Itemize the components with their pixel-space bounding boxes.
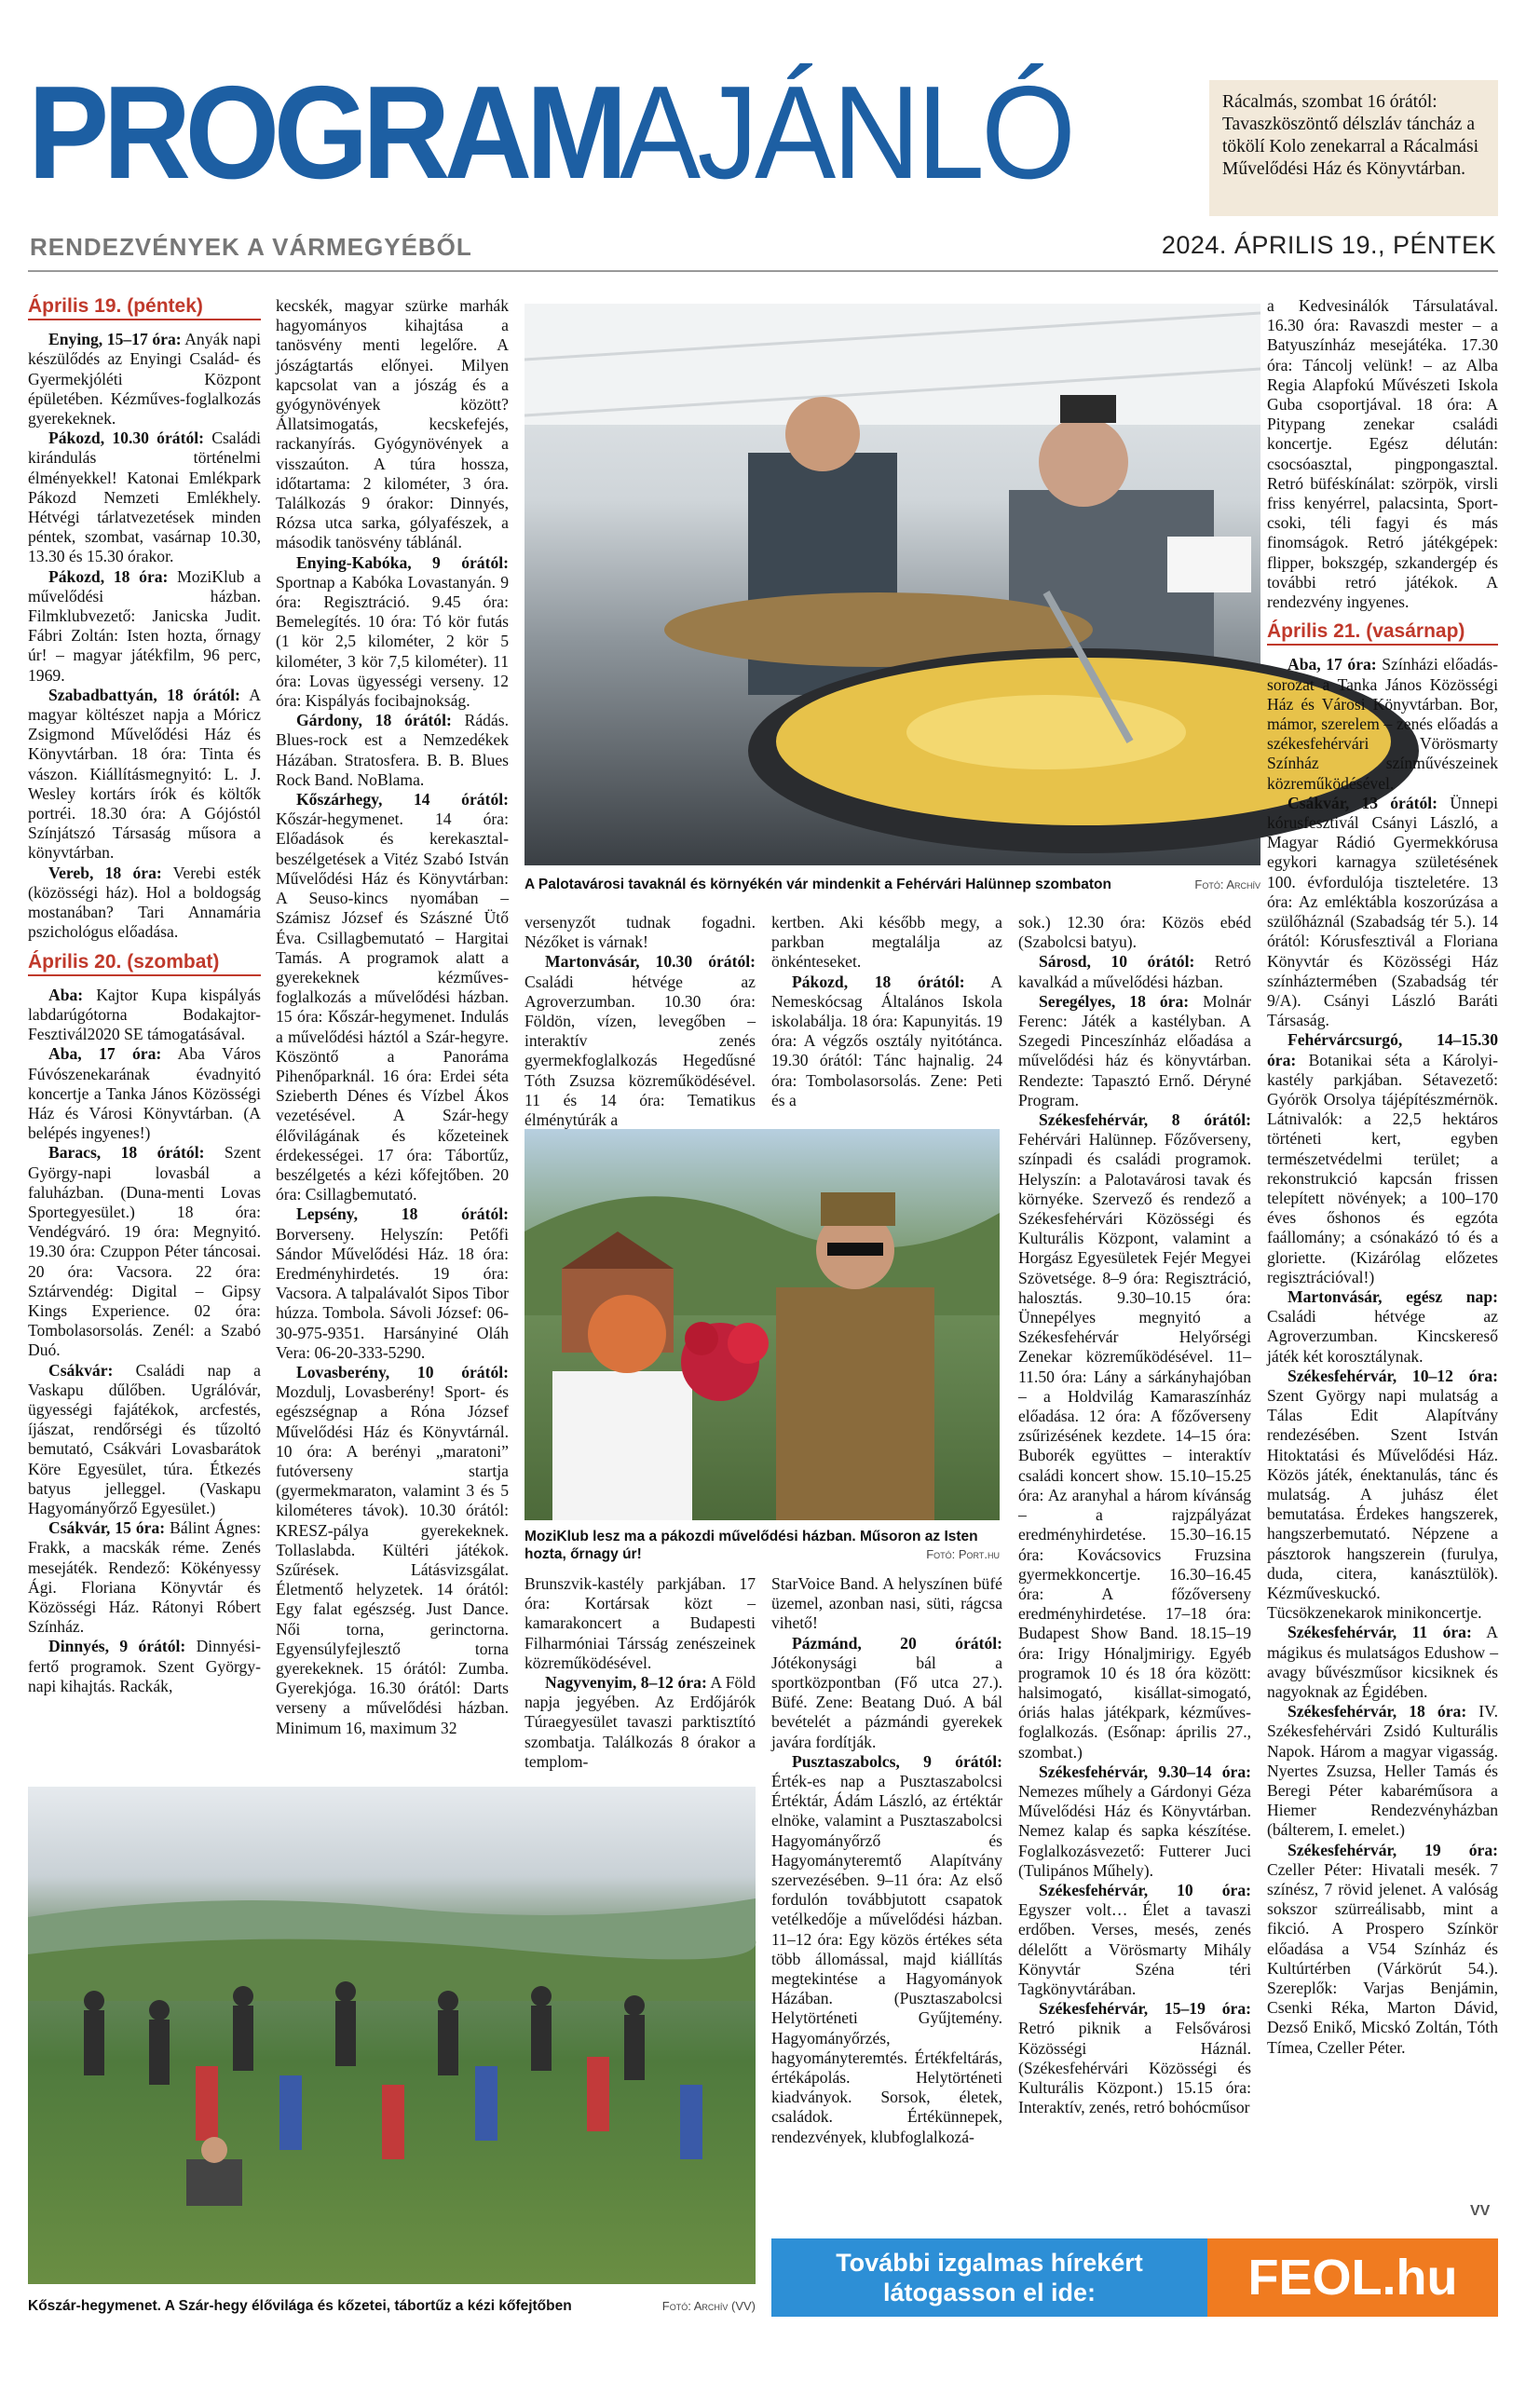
event-item: versenyzőt tudnak fogadni. Nézőket is várnak! [525, 913, 756, 952]
banner-line-2: látogasson el ide: [882, 2279, 1097, 2306]
teaser-box: Rácalmás, szombat 16 órától: Tavaszköszöntő délszláv táncház a tökölí Kolo zenekarral a Rácalmási Művelődési Ház és Könyvtárban. [1209, 80, 1498, 216]
event-item: Pázmánd, 20 órától: Jótékonysági bál a sportközpontban (Fő utca 27.). Büfé. Zene: Beatang Duó. A bál bevételét a pázmándi gyerekek javára fordítják. [771, 1633, 1002, 1751]
event-item: Kőszárhegy, 14 órától: Kőszár-hegymenet. 14 óra: Előadások és kerekasztal-beszélgetések a Vitéz Szabó István Művelődési Ház és Könyvtárban: A Seuso-kincs nyomában – Számisz József és Szászné Ütő Éva. Csillagbemutató – Hargitai Tamás. A programok alatt a gyerekeknek kézműves-foglalkozás a művelődési házban. 15 óra: Kőszár-hegymenet. Indulás a művelődési háztól a Szár-hegyre. Köszöntő a Panoráma Pihenőparknál. 16 óra: Erdei séta Szieberth Dénes és Vízbel Ákos vezetésével. A Szár-hegy élővilágának és kőzeteinek érdekességei. 17 óra: Tábortűz, beszélgetés a kézi kőfejtőben. 20 óra: Csillagbemutató. [276, 790, 509, 1204]
event-item: StarVoice Band. A helyszínen büfé üzemel, azonban nasi, süti, rágcsa vihető! [771, 1574, 1002, 1633]
event-item: Martonvásár, 10.30 órától: Családi hétvége az Agroverzumban. 10.30 óra: Földön, vízen, levegőben – interaktív zenés gyermekfoglalkozás Hegedűsné Tóth Zsuzsa közreműködésével. 11 és 14 óra: Tematikus élménytúrák a [525, 952, 756, 1130]
event-item: Székesfehérvár, 10 óra: Egyszer volt… Élet a tavaszi erdőben. Verses, mesés, zenés délelőtt a Vörösmarty Mihály Könyvtár Széna téri Tagkönyvtárában. [1018, 1880, 1251, 1998]
day-heading-sunday: Április 21. (vasárnap) [1267, 621, 1498, 646]
photo-caption: MoziKlub lesz ma a pákozdi művelődési házban. Műsoron az Isten hozta, őrnagy úr! Fotó: Port.hu [525, 1529, 1000, 1562]
header-divider [28, 270, 1498, 272]
event-item: Pákozd, 10.30 órától: Családi kirándulás történelmi élményekkel! Katonai Emlékpark Pákozd Nemzeti Emlékhely. Hétvégi tárlatvezetések minden péntek, szombat, vasárnap 10.30, 13.30 és 15.30 órakor. [28, 429, 261, 566]
event-item: Sárosd, 10 órától: Retró kavalkád a művelődési házban. [1018, 952, 1251, 991]
title-light: AJÁNLÓ [619, 59, 1072, 207]
event-item: Enying-Kabóka, 9 órától: Sportnap a Kabóka Lovastanyán. 9 óra: Regisztráció. 9.45 óra: Bemelegítés. 10 óra: Tó kör futás (1 kör 2,5 kilométer, 2 kör 5 kilométer, 3 kör 7,5 kilométer). 11 óra: Lovas ügyességi verseny. 12 óra: Kispályás focibajnokság. [276, 552, 509, 711]
column-2 [276, 296, 509, 1773]
event-item: Aba, 17 óra: Színházi előadás-sorozat a Tanka János Közösségi Ház és Városi Könyvtárban. Bor, mámor, szerelem – zenés előadás a székesfehérvári Vörösmarty Színház színművészeinek közreműködésével. [1267, 655, 1498, 793]
photo-caption: Kőszár-hegymenet. A Szár-hegy élővilága és kőzetei, tábortűz a kézi kőfejtőben Fotó: Archív (VV) [28, 2298, 756, 2314]
event-item: Lovasberény, 10 órától: Mozdulj, Lovasberény! Sport- és egészségnap a Róna József Művelődési Ház és Könyvtárnál. 10 óra: A berényi „maratoni” futóverseny startja (gyermekmaraton, valamint 3 és 5 kilométeres távok). 10.30 órától: KRESZ-pálya gyerekeknek. Tollaslabda. Kültéri játékok. Szűrések. Látásvizsgálat. Életmentő helyzetek. 14 órától: Egy falat egészség. Just Dance. Női torna, gerinctorna. Egyensúlyfejlesztő torna gyerekeknek. 15 órától: Zumba. Gyerekjóga. 16.30 órától: Darts verseny a művelődési házban. Minimum 16, maximum 32 [276, 1362, 509, 1737]
event-item: kertben. Aki később megy, a parkban megtalálja az önkénteseket. [771, 913, 1002, 972]
event-item: Lepsény, 18 órától: Borverseny. Helyszín: Petőfi Sándor Művelődési Ház. 18 óra: Eredményhirdetés. 19 óra: Vacsora. A talpalávalót Sipos Tibor húzza. Tombola. Sávoli József: 06-30-975-9351. Harsányiné Oláh Vera: 06-20-333-5290. [276, 1204, 509, 1362]
event-item: Pákozd, 18 óra: MoziKlub a művelődési házban. Filmklubvezető: Janicska Judit. Fábri Zoltán: Isten hozta, őrnagy úr! – magyar játékfilm, 96 perc, 1969. [28, 566, 261, 685]
film-illustration [525, 1129, 1000, 1520]
event-item: Brunszvik-kastély parkjában. 17 óra: Kortársak közt – kamarakoncert a Budapesti Filharmóniai Társság zenészeinek közreműködésével. [525, 1574, 756, 1672]
hike-illustration [28, 1787, 756, 2284]
column-3-top [525, 913, 756, 1130]
photo-fish-festival [525, 304, 1260, 865]
column-4-top [771, 913, 1002, 1109]
event-item: Székesfehérvár, 19 óra: Czeller Péter: Hivatali mesék. 7 színész, 7 rövid jelenet. A valóság sokszor szürreálisabb, mint a fikció. A Prospero Színkör előadása a V54 Színház és Kultúrtérben (Várkörút 54.). Szereplők: Varjas Benjámin, Csenki Réka, Marton Dávid, Dezső Enikő, Micskó Zoltán, Tóth Tímea, Czeller Péter. [1267, 1840, 1498, 2057]
event-item: Csákvár, 13 órától: Ünnepi kórusfesztivál Csányi László, a Magyar Rádió Gyermekkórusa egykori karnagya születésének 100. évfordulója tiszteletére. 13 óra: Az emléktábla koszorúzása a szülőháznál (Szabadság tér 5.). 14 órától: Kórusfesztivál a Floriana Könyvtár és Közösségi Ház színháztermében (Szabadság tér 9/A). Csányi László Baráti Társaság. [1267, 793, 1498, 1030]
event-item: Pákozd, 18 órától: A Nemeskócsag Általános Iskola iskolabálja. 18 óra: Kapunyitás. 19 óra: A végzős osztály nyitótánca. 19.30 órától: Tánc hajnalig. 24 óra: Tombolasorsolás. Zene: Peti és a [771, 972, 1002, 1109]
event-item: Baracs, 18 órától: Szent György-napi lovasbál a faluházban. (Duna-menti Lovas Sportegyesület.) 18 óra: Vendégváró. 19 óra: Megnyitó. 19.30 óra: Czuppon Péter táncosai. 20 óra: Vacsora. 22 óra: Sztárvendég: Digital – Gipsy Kings Experience. 02 óra: Tombolasorsolás. Zenél: a Szabó Duó. [28, 1143, 261, 1360]
issue-date: 2024. ÁPRILIS 19., PÉNTEK [1161, 231, 1496, 259]
column-4-bottom [771, 1574, 1002, 2226]
title-bold: PROGRAM [28, 59, 622, 207]
author-sign: VV [1470, 2203, 1491, 2219]
column-5 [1018, 913, 1251, 2226]
photo-caption: A Palotavárosi tavaknál és környékén vár mindenkit a Fehérvári Halünnep szombaton Fotó: Archív [525, 877, 1260, 892]
event-item: Székesfehérvár, 15–19 óra: Retró piknik a Felsővárosi Közösségi Háznál. (Székesfehérvári Közösségi és Kulturális Központ.) 15.15 óra: Interaktív, zenés, retró bohócműsor [1018, 1999, 1251, 2117]
column-1 [28, 296, 261, 1773]
event-item: Aba: Kajtor Kupa kispályás labdarúgótorna Bodakajtor-Fesztivál2020 SE támogatásával. [28, 985, 261, 1044]
event-item: a Kedvesinálók Társulatával. 16.30 óra: Ravaszdi mester – a Batyuszínház mesejátéka. 17.30 óra: Táncolj velünk! – az Alba Regia Alapfokú Művészeti Iskola Guba csoportjával. 18 óra: A Pitypang zenekar családi koncertje. Egész délután: csocsóasztal, pingpongasztal. Retró büféskínálat: szörpök, virsli friss kenyérrel, palacsinta, Sport-csoki, téli fagyi és más finomságok. Retró játékgépek: flipper, bokszgép, szkandergép és további retró játékok. A rendezvény ingyenes. [1267, 296, 1498, 612]
event-item: Székesfehérvár, 10–12 óra: Szent György napi mulatság a Tálas Edit Alapítvány rendezésében. Szent István Hitoktatási és Művelődési Ház. Közös játék, énektanulás, tánc és mulatság. A juhász élet bemutatása. Érdekes hangszerek, hangszerbemutató. Népzene a pásztorok hangszerein (furulya, duda, citera, kanásztülök). Kézműveskuckó. Tücsökzenekarok minikoncertje. [1267, 1366, 1498, 1623]
banner-line-1: További izgalmas hírekért [836, 2249, 1143, 2277]
event-item: Székesfehérvár, 11 óra: A mágikus és mulatságos Edushow – avagy bűvészműsor kicsiknek és nagyoknak az Égidében. [1267, 1623, 1499, 1702]
photo-film-still [525, 1129, 1000, 1520]
page-title [28, 59, 1111, 207]
page-subtitle: RENDEZVÉNYEK A VÁRMEGYÉBŐL [30, 233, 472, 261]
day-heading-saturday: Április 20. (szombat) [28, 952, 261, 976]
day-heading-friday: Április 19. (péntek) [28, 296, 261, 320]
event-item: Csákvár, 15 óra: Bálint Ágnes: Frakk, a macskák réme. Zenés mesejáték. Rendező: Kökényessy Ági. Floriana Könyvtár és Közösségi Ház. Rátonyi Róbert Színház. [28, 1518, 261, 1637]
column-3-bottom [525, 1574, 756, 1772]
column-6 [1267, 296, 1498, 2215]
event-item: Gárdony, 18 órától: Rádás. Blues-rock est a Nemzedékek Házában. Stratosfera. B. B. Blues Rock Band. NoBlama. [276, 711, 509, 789]
event-item: Vereb, 18 óra: Verebi esték (közösségi ház). Hol a boldogság mostanában? Tari Annamária pszichológus előadása. [28, 863, 261, 942]
cooking-illustration [525, 304, 1260, 865]
event-item: kecskék, magyar szürke marhák hagyományos kihajtása a tanösvény menti legelőre. A jószágtartás előnyei. Milyen kapcsolat van a jószág és a gyógynövények között? Állatsimogatás, kecskefejés, rackanyírás. Gyógynövények a visszaúton. A túra hossza, időtartama: 2 kilométer, 3 óra. Találkozás 9 órakor: Dinnyés, Rózsa utca sarka, gólyafészek, a második tanösvény táblánál. [276, 296, 509, 552]
event-item: Nagyvenyim, 8–12 óra: A Föld napja jegyében. Az Erdőjárók Túraegyesület tavaszi parktisztító szombatja. Találkozás 8 órakor a templom- [525, 1673, 756, 1771]
event-item: Fehérvárcsurgó, 14–15.30 óra: Botanikai séta a Károlyi-kastély parkjában. Sétavezető: Gyórök Orsolya tájépítészmérnök. Látnivalók: a 22,5 hektáros történeti kert, egyben természetvédelmi terület; a rekonstrukció kapcsán frissen telepített növények; a 100–170 éves őshonos és egzóta faállomány; a csónakázó tó és a gloriette. (Kizárólag előzetes regisztrációval!) [1267, 1030, 1498, 1286]
feol-logo[interactable]: FEOL.hu [1207, 2238, 1498, 2317]
event-item: Aba, 17 óra: Aba Város Fúvószenekarának évadnyitó koncertje a Tanka János Közösségi Ház és Városi Könyvtárban. (A belépés ingyenes!) [28, 1044, 261, 1143]
photo-hike [28, 1787, 756, 2284]
event-item: Seregélyes, 18 óra: Molnár Ferenc: Játék a kastélyban. A Szegedi Pinceszínház előadása a művelődési ház és könyvtárban. Rendezte: Tapasztó Ernő. Déryné Program. [1018, 991, 1251, 1109]
feol-banner[interactable] [771, 2238, 1498, 2317]
event-item: Csákvár: Családi nap a Vaskapu dűlőben. Ugrálóvár, ügyességi fajátékok, arcfestés, íjászat, rendőrségi és tűzoltó bemutató, Csákvári Lovasbarátok Köre Egyesület, túra. Étkezés batyus jelleggel. (Vaskapu Hagyományőrző Egyesület.) [28, 1360, 261, 1517]
event-item: Dinnyés, 9 órától: Dinnyési-fertő programok. Szent György-napi kihajtás. Rackák, [28, 1637, 261, 1695]
event-item: Martonvásár, egész nap: Családi hétvége az Agroverzumban. Kincskereső játék két korosztálynak. [1267, 1286, 1498, 1366]
banner-text [771, 2238, 1207, 2317]
event-item: Szabadbattyán, 18 órától: A magyar költészet napja a Móricz Zsigmond Művelődési Ház és Könyvtárban. 18 óra: Tinta és vászon. Kiállításmegnyitó: L. J. Wesley kortárs írók és költők portréi. 18.30 óra: A Gójóstól Színjátszó Társaság műsora a könyvtárban. [28, 685, 261, 863]
event-item: Székesfehérvár, 8 órától: Fehérvári Halünnep. Főzőverseny, színpadi és családi programok. Helyszín: a Palotavárosi tavak és környéke. Szervező és rendező a Székesfehérvári Közösségi és Kulturális Központ, valamint a Horgász Egyesületek Fejér Megyei Szövetsége. 8–9 óra: Regisztráció, halosztás. 9.30–10.15 óra: Ünnepélyes megnyitó a Székesfehérvár Helyőrségi Zenekar közreműködésével. 11–11.50 óra: Lány a sárkányhajóban – a Holdvilág Kamaraszínház előadása. 12 óra: A főzőverseny zsűrizésének kezdete. 14–15 óra: Buborék együttes – interaktív családi koncert show. 15.10–15.25 óra: Az aranyhal a három kívánság – a rajzpályázat eredményhirdetése. 15.30–16.15 óra: Kovácsovics Fruzsina gyermekkoncertje. 16.30–16.45 óra: A főzőverseny eredményhirdetése. 17–18 óra: Budapest Show Band. 18.15–19 óra: Irigy Hónaljmirigy. Egyéb programok 10 és 18 óra között: halsimogató, kisállat-simogató, óriás halas játékpark, kézműves-foglalkozás. (Esőnap: április 27., szombat.) [1018, 1110, 1251, 1762]
event-item: Enying, 15–17 óra: Anyák napi készülődés az Enyingi Család- és Gyermekjóléti Központ épületében. Kézműves-foglalkozás gyerekeknek. [28, 330, 261, 429]
event-item: Székesfehérvár, 9.30–14 óra: Nemezes műhely a Gárdonyi Géza Művelődési Ház és Könyvtárban. Nemez kalap és sapka készítése. Foglalkozásvezető: Futterer Juci (Tulipános Műhely). [1018, 1762, 1251, 1880]
event-item: Pusztaszabolcs, 9 órától: Érték-es nap a Pusztaszabolcsi Értéktár, Ádám László, az értéktár elnöke, valamint a Pusztaszabolcsi Hagyományőrző és Hagyományteremtő Alapítvány szervezésében. 9–11 óra: Az első fordulón továbbjutott csapatok vetélkedője a művelődési házban. 11–12 óra: Egy közös értékes séta több állomással, majd kiállítás megtekintése a Hagyományok Házában. (Pusztaszabolcsi Helytörténeti Gyűjtemény. Hagyományőrzés, hagyományteremtés. Értékfeltárás, értékápolás. Helytörténeti kiadványok. Sorsok, életek, családok. Értékünnepek, rendezvények, klubfoglalkozá- [771, 1751, 1002, 2146]
event-item: Székesfehérvár, 18 óra: IV. Székesfehérvári Zsidó Kulturális Napok. Három a magyar vigasság. Nyertes Zsuzsa, Heller Tamás és Beregi Péter kabaréműsora a Hiemer Rendezvényházban (bálterem, I. emelet.) [1267, 1702, 1498, 1840]
event-item: sok.) 12.30 óra: Közös ebéd (Szabolcsi batyu). [1018, 913, 1251, 952]
